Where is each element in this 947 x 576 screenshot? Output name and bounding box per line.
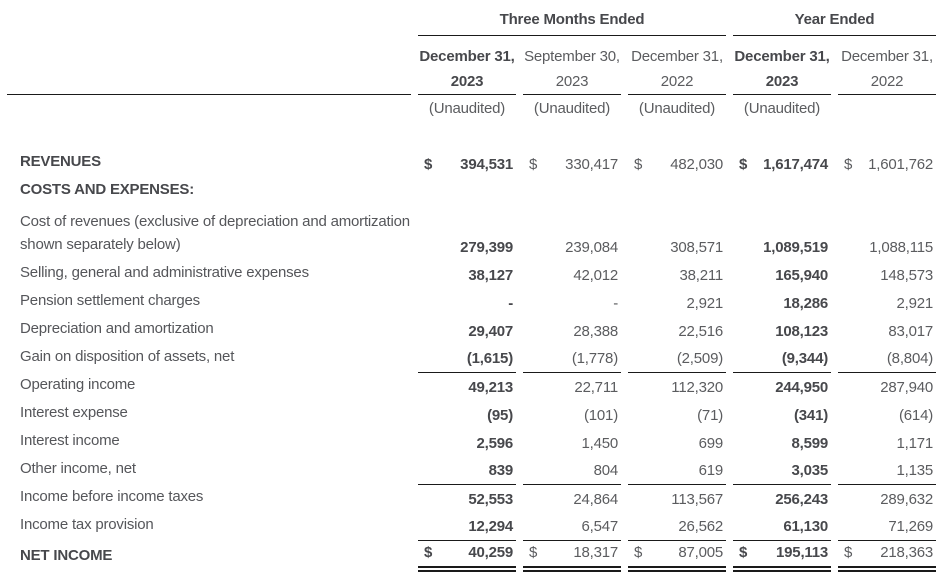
value-number: 279,399 <box>460 239 513 256</box>
value-inner <box>733 544 831 561</box>
value-inner <box>523 462 621 479</box>
currency-symbol: $ <box>739 156 748 173</box>
value-number: 839 <box>488 462 513 479</box>
value-number: 52,553 <box>468 491 513 508</box>
table-row <box>7 485 936 513</box>
table-row <box>7 429 936 457</box>
value-inner <box>523 544 621 561</box>
value-cell <box>838 178 936 206</box>
value-cell <box>628 513 726 541</box>
row-label: Interest expense <box>20 404 128 421</box>
value-number: 38,211 <box>679 267 724 284</box>
table-row <box>7 345 936 373</box>
value-number: 1,171 <box>896 435 934 452</box>
value-cell <box>418 457 516 485</box>
value-number: - <box>613 295 618 312</box>
value-inner <box>418 407 516 424</box>
value-number: 18,317 <box>573 544 618 561</box>
value-inner <box>628 491 726 508</box>
value-cell <box>733 373 831 401</box>
value-inner <box>418 156 516 173</box>
row-label: Selling, general and administrative expenses <box>20 264 309 281</box>
value-inner <box>523 407 621 424</box>
row-label: REVENUES <box>20 153 101 170</box>
row-label: Depreciation and amortization <box>20 320 214 337</box>
value-inner <box>418 518 516 535</box>
value-number: (614) <box>899 407 934 424</box>
value-cell <box>628 206 726 261</box>
value-cell <box>838 206 936 261</box>
value-inner <box>838 435 936 452</box>
row-label: Gain on disposition of assets, net <box>20 348 235 365</box>
value-inner <box>523 323 621 340</box>
value-cell <box>418 429 516 457</box>
value-number: 239,084 <box>565 239 618 256</box>
value-number: 42,012 <box>573 267 618 284</box>
row-label: Pension settlement charges <box>20 292 200 309</box>
value-number: 8,599 <box>791 435 829 452</box>
value-cell <box>628 289 726 317</box>
currency-symbol: $ <box>424 156 433 173</box>
value-inner <box>418 239 516 256</box>
value-cell <box>838 317 936 345</box>
value-number: 87,005 <box>678 544 724 561</box>
value-inner <box>733 462 831 479</box>
table-row <box>7 457 936 485</box>
table-row <box>7 541 936 572</box>
value-inner <box>523 491 621 508</box>
value-number: 2,921 <box>686 295 724 312</box>
table-row <box>7 261 936 289</box>
currency-symbol: $ <box>529 156 538 173</box>
value-cell <box>628 485 726 513</box>
value-inner <box>628 156 726 173</box>
value-inner <box>628 462 726 479</box>
row-label: Operating income <box>20 376 136 393</box>
table-row <box>7 317 936 345</box>
value-number: 148,573 <box>880 267 934 284</box>
value-inner <box>523 435 621 452</box>
value-cell <box>838 541 936 572</box>
value-inner <box>418 491 516 508</box>
date-header-row <box>7 36 936 95</box>
value-inner <box>733 491 831 508</box>
value-cell <box>418 541 516 572</box>
value-number: 2,596 <box>476 435 513 452</box>
value-cell <box>418 261 516 289</box>
value-cell <box>523 261 621 289</box>
value-cell <box>838 261 936 289</box>
unaudited-note: (Unaudited) <box>533 100 611 117</box>
value-inner <box>628 239 726 256</box>
value-number: (341) <box>793 407 829 424</box>
value-number: 244,950 <box>775 379 829 396</box>
value-cell <box>523 317 621 345</box>
column-date-header: September 30, 2023 <box>523 36 621 95</box>
corner-cell <box>7 0 411 36</box>
column-date-header: December 31, 2022 <box>838 36 936 95</box>
value-inner <box>523 350 621 367</box>
value-cell <box>733 457 831 485</box>
currency-symbol: $ <box>529 544 538 561</box>
value-inner <box>418 350 516 367</box>
value-inner <box>628 435 726 452</box>
value-cell <box>418 206 516 261</box>
value-cell <box>733 401 831 429</box>
value-number: 22,711 <box>574 379 618 396</box>
value-number: 24,864 <box>573 491 618 508</box>
value-number: 3,035 <box>791 462 829 479</box>
value-number: 165,940 <box>775 267 829 284</box>
value-cell <box>733 513 831 541</box>
unaudited-note: (Unaudited) <box>638 100 716 117</box>
value-cell <box>838 513 936 541</box>
value-inner <box>838 267 936 284</box>
table-row <box>7 289 936 317</box>
value-cell <box>523 206 621 261</box>
value-cell <box>733 485 831 513</box>
value-cell <box>838 457 936 485</box>
value-inner <box>838 239 936 256</box>
value-number: 12,294 <box>468 518 513 535</box>
value-number: 38,127 <box>468 267 513 284</box>
value-cell <box>418 513 516 541</box>
unaudited-spacer <box>7 95 411 122</box>
value-number: 1,617,474 <box>763 156 829 173</box>
value-number: 112,320 <box>671 379 724 396</box>
value-inner <box>838 379 936 396</box>
value-cell <box>838 150 936 178</box>
value-cell <box>628 457 726 485</box>
unaudited-note: (Unaudited) <box>428 100 506 117</box>
value-cell <box>838 429 936 457</box>
value-number: 26,562 <box>678 518 724 535</box>
value-number: 29,407 <box>468 323 513 340</box>
value-cell <box>838 289 936 317</box>
value-cell <box>628 178 726 206</box>
value-number: 330,417 <box>565 156 618 173</box>
value-inner <box>838 544 936 561</box>
value-number: 22,516 <box>678 323 724 340</box>
value-number: (1,778) <box>571 350 618 367</box>
value-number: (71) <box>697 407 724 424</box>
super-header-three-months: Three Months Ended <box>418 0 726 36</box>
value-cell <box>733 206 831 261</box>
value-cell <box>733 178 831 206</box>
table-row <box>7 513 936 541</box>
value-number: 49,213 <box>468 379 513 396</box>
value-cell <box>628 373 726 401</box>
value-number: (8,804) <box>886 350 934 367</box>
value-cell <box>523 150 621 178</box>
value-cell <box>418 373 516 401</box>
value-cell <box>733 429 831 457</box>
value-number: 83,017 <box>888 323 934 340</box>
value-cell <box>628 317 726 345</box>
value-cell <box>838 345 936 373</box>
value-cell <box>523 541 621 572</box>
value-number: 699 <box>698 435 724 452</box>
value-cell <box>418 178 516 206</box>
value-number: 804 <box>593 462 618 479</box>
table-row <box>7 401 936 429</box>
spacer-row <box>7 122 936 150</box>
table-row <box>7 373 936 401</box>
value-number: 1,088,115 <box>869 239 934 256</box>
value-number: 1,601,762 <box>868 156 934 173</box>
value-inner <box>523 295 621 312</box>
column-date-header: December 31, 2022 <box>628 36 726 95</box>
value-cell <box>838 401 936 429</box>
row-label: NET INCOME <box>20 547 113 564</box>
value-inner <box>838 350 936 367</box>
value-cell <box>838 485 936 513</box>
value-cell <box>733 289 831 317</box>
value-number: 394,531 <box>460 156 513 173</box>
value-cell <box>628 541 726 572</box>
value-inner <box>733 350 831 367</box>
value-number: 218,363 <box>880 544 934 561</box>
value-number: (101) <box>583 407 618 424</box>
value-inner <box>628 379 726 396</box>
value-number: 256,243 <box>775 491 829 508</box>
value-cell <box>418 317 516 345</box>
value-number: 18,286 <box>783 295 829 312</box>
value-inner <box>838 295 936 312</box>
value-inner <box>628 350 726 367</box>
value-number: 40,259 <box>468 544 513 561</box>
value-inner <box>628 407 726 424</box>
value-inner <box>628 518 726 535</box>
value-cell <box>628 150 726 178</box>
column-date-header: December 31, 2023 <box>418 36 516 95</box>
value-inner <box>418 435 516 452</box>
value-number: 619 <box>698 462 724 479</box>
value-inner <box>418 323 516 340</box>
value-number: 1,450 <box>581 435 618 452</box>
currency-symbol: $ <box>424 544 433 561</box>
value-inner <box>628 267 726 284</box>
value-inner <box>838 156 936 173</box>
value-cell <box>628 261 726 289</box>
value-number: 6,547 <box>581 518 618 535</box>
value-inner <box>733 267 831 284</box>
value-number: 61,130 <box>783 518 829 535</box>
value-cell <box>523 513 621 541</box>
value-cell <box>418 289 516 317</box>
value-number: 308,571 <box>670 239 724 256</box>
column-date-header: December 31, 2023 <box>733 36 831 95</box>
value-number: (9,344) <box>781 350 829 367</box>
value-inner <box>523 239 621 256</box>
row-label: Interest income <box>20 432 120 449</box>
value-inner <box>418 462 516 479</box>
value-number: 482,030 <box>670 156 724 173</box>
value-cell <box>523 485 621 513</box>
unaudited-row <box>7 95 936 122</box>
value-number: 108,123 <box>775 323 829 340</box>
value-inner <box>523 267 621 284</box>
value-inner <box>523 156 621 173</box>
value-inner <box>628 544 726 561</box>
value-inner <box>838 407 936 424</box>
value-inner <box>733 239 831 256</box>
value-inner <box>418 379 516 396</box>
value-inner <box>838 323 936 340</box>
date-header-spacer <box>7 36 411 95</box>
value-inner <box>838 462 936 479</box>
row-label: Income before income taxes <box>20 488 204 505</box>
currency-symbol: $ <box>634 544 643 561</box>
row-label: Income tax provision <box>20 516 154 533</box>
table-row <box>7 150 936 178</box>
row-label: COSTS AND EXPENSES: <box>20 181 195 198</box>
value-number: 1,135 <box>896 462 934 479</box>
value-inner <box>733 156 831 173</box>
value-cell <box>733 317 831 345</box>
value-cell <box>733 541 831 572</box>
table-row <box>7 178 936 206</box>
value-inner <box>733 407 831 424</box>
value-number: 71,269 <box>888 518 934 535</box>
value-number: 195,113 <box>776 544 829 561</box>
value-number: (95) <box>487 407 513 424</box>
value-inner <box>838 518 936 535</box>
value-inner <box>733 295 831 312</box>
value-number: 2,921 <box>896 295 934 312</box>
currency-symbol: $ <box>739 544 748 561</box>
value-inner <box>733 379 831 396</box>
value-inner <box>418 267 516 284</box>
table-row <box>7 206 936 261</box>
value-inner <box>733 323 831 340</box>
value-number: 28,388 <box>573 323 618 340</box>
value-cell <box>523 289 621 317</box>
value-inner <box>418 544 516 561</box>
value-inner <box>418 295 516 312</box>
value-cell <box>523 178 621 206</box>
value-cell <box>628 401 726 429</box>
value-number: 287,940 <box>880 379 934 396</box>
unaudited-note: (Unaudited) <box>743 100 821 117</box>
value-cell <box>733 261 831 289</box>
value-number: 1,089,519 <box>763 239 829 256</box>
value-number: 113,567 <box>671 491 724 508</box>
value-cell <box>628 429 726 457</box>
value-cell <box>838 373 936 401</box>
value-number: (1,615) <box>466 350 513 367</box>
value-cell <box>523 429 621 457</box>
value-cell <box>523 401 621 429</box>
value-cell <box>523 373 621 401</box>
value-cell <box>628 345 726 373</box>
value-number: - <box>508 295 513 312</box>
value-number: 289,632 <box>880 491 934 508</box>
value-cell <box>523 457 621 485</box>
spacer-cell <box>7 122 936 150</box>
value-cell <box>733 345 831 373</box>
super-header-year-ended: Year Ended <box>733 0 936 36</box>
value-cell <box>418 150 516 178</box>
value-inner <box>523 379 621 396</box>
unaudited-note <box>838 95 936 122</box>
value-inner <box>733 518 831 535</box>
value-inner <box>628 295 726 312</box>
row-label: Other income, net <box>20 460 136 477</box>
value-inner <box>838 491 936 508</box>
row-label: Cost of revenues (exclusive of depreciation and amortization shown separately below) <box>20 213 410 253</box>
value-number: (2,509) <box>676 350 724 367</box>
value-cell <box>418 485 516 513</box>
value-inner <box>523 518 621 535</box>
currency-symbol: $ <box>634 156 643 173</box>
value-cell <box>418 401 516 429</box>
currency-symbol: $ <box>844 156 853 173</box>
value-cell <box>418 345 516 373</box>
value-cell <box>733 150 831 178</box>
currency-symbol: $ <box>844 544 853 561</box>
value-cell <box>523 345 621 373</box>
value-inner <box>628 323 726 340</box>
value-inner <box>733 435 831 452</box>
super-header-row <box>7 0 936 36</box>
